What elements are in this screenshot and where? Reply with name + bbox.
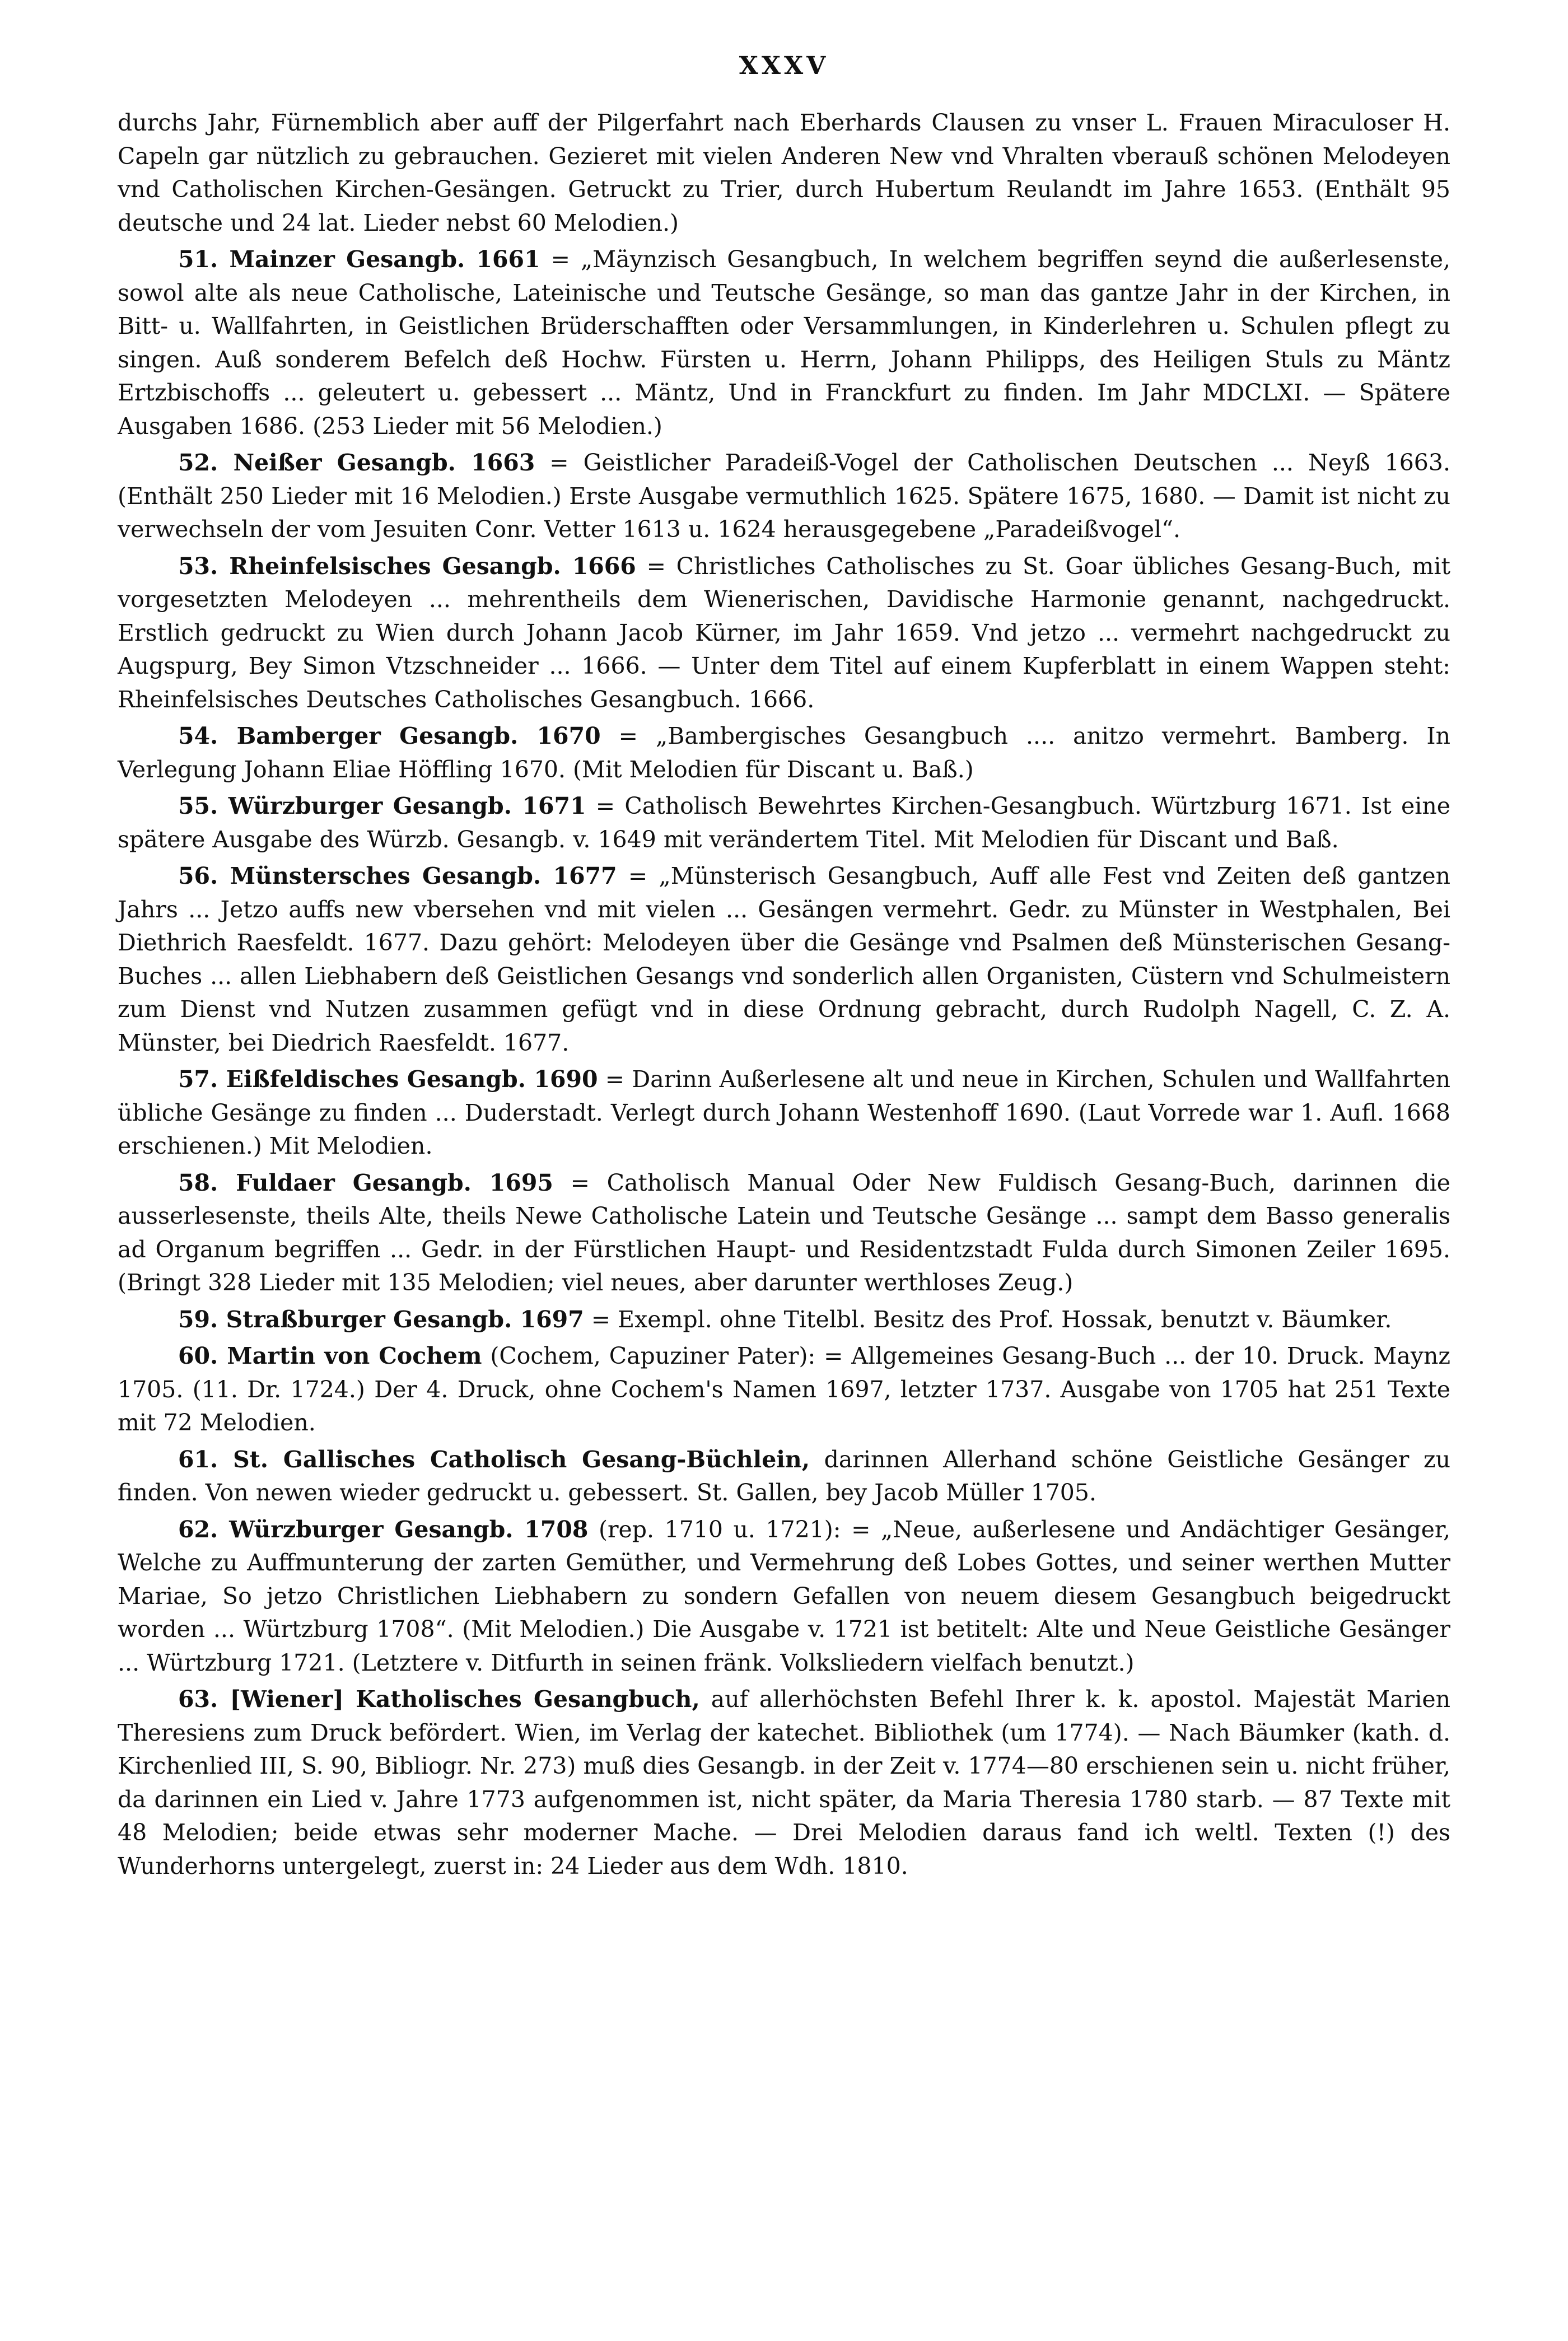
- entry-text: = „Münsterisch Gesangbuch, Auff alle Fest vnd Zeiten deß gantzen Jahrs ... Jetzo auffs new vbersehen vnd mit vielen ... Gesängen vermehrt. Gedr. zu Münster in Westphalen, Bei Diethrich Raesfeldt. 1677. Dazu gehört: Melodeyen über die Gesänge vnd Psalmen deß Münsterischen Gesang-Buches ... allen Liebhabern deß Geistlichen Gesangs vnd sonderlich allen Organisten, Cüstern vnd Schulmeistern zum Dienst vnd Nutzen zusammen gefügt vnd in diese Ordnung gebracht, durch Rudolph Nagell, C. Z. A. Münster, bei Diedrich Raesfeldt. 1677.: [118, 862, 1450, 1056]
- entry-heading: 56. Münstersches Gesangb. 1677: [178, 862, 617, 889]
- entry-heading: 61. St. Gallisches Catholisch Gesang-Büchlein,: [178, 1445, 810, 1473]
- entry-57: [118, 1063, 1450, 1163]
- entry-63: [118, 1683, 1450, 1883]
- entry-text: = Exempl. ohne Titelbl. Besitz des Prof. Hossak, benutzt v. Bäumker.: [584, 1305, 1392, 1333]
- entry-55: [118, 790, 1450, 856]
- entry-text: = Christliches Catholisches zu St. Goar übliches Gesang-Buch, mit vorgesetzten Melodeyen ... mehrentheils dem Wienerischen, Davidische Harmonie genannt, nachgedruckt. Erstlich gedruckt zu Wien durch Johann Jacob Kürner, im Jahr 1659. Vnd jetzo ... vermehrt nachgedruckt zu Augspurg, Bey Simon Vtzschneider ... 1666. — Unter dem Titel auf einem Kupferblatt in einem Wappen steht: Rheinfelsisches Deutsches Catholisches Gesangbuch. 1666.: [118, 552, 1450, 713]
- entry-56: [118, 860, 1450, 1060]
- document-page: [118, 45, 1450, 2307]
- entry-heading: 60. Martin von Cochem: [178, 1342, 482, 1369]
- entry-heading: 63. [Wiener] Katholisches Gesangbuch,: [178, 1686, 700, 1713]
- entry-58: [118, 1167, 1450, 1300]
- entry-heading: 54. Bamberger Gesangb. 1670: [178, 722, 601, 749]
- page-number: XXXV: [739, 52, 829, 80]
- entry-heading: 52. Neißer Gesangb. 1663: [178, 449, 535, 476]
- entry-heading: 58. Fuldaer Gesangb. 1695: [178, 1169, 553, 1196]
- entry-heading: 53. Rheinfelsisches Gesangb. 1666: [178, 552, 636, 580]
- entry-60: [118, 1340, 1450, 1440]
- entry-text: = Darinn Außerlesene alt und neue in Kirchen, Schulen und Wallfahrten übliche Gesänge zu finden ... Duderstadt. Verlegt durch Johann Westenhoff 1690. (Laut Vorrede war 1. Aufl. 1668 erschienen.) Mit Melodien.: [118, 1066, 1450, 1159]
- entry-text: = Catholisch Bewehrtes Kirchen-Gesangbuch. Würtzburg 1671. Ist eine spätere Ausgabe des Würzb. Gesangb. v. 1649 mit verändertem Titel. Mit Melodien für Discant und Baß.: [118, 792, 1450, 853]
- entry-heading: 55. Würzburger Gesangb. 1671: [178, 792, 586, 819]
- entry-text: = Geistlicher Paradeiß-Vogel der Catholischen Deutschen ... Neyß 1663. (Enthält 250 Lieder mit 16 Melodien.) Erste Ausgabe vermuthlich 1625. Spätere 1675, 1680. — Damit ist nicht zu verwechseln der vom Jesuiten Conr. Vetter 1613 u. 1624 herausgegebene „Paradeißvogel“.: [118, 449, 1451, 543]
- entry-heading: 51. Mainzer Gesangb. 1661: [178, 246, 540, 273]
- entry-52: [118, 446, 1450, 547]
- entry-text: = „Bambergisches Gesangbuch .... anitzo vermehrt. Bamberg. In Verlegung Johann Eliae Höffling 1670. (Mit Melodien für Discant u. Baß.): [118, 722, 1450, 783]
- entry-text: = Catholisch Manual Oder New Fuldisch Gesang-Buch, darinnen die ausserlesenste, theils Alte, theils Newe Catholische Latein und Teutsche Gesänge ... sampt dem Basso generalis ad Organum begriffen ... Gedr. in der Fürstlichen Haupt- und Residentzstadt Fulda durch Simonen Zeiler 1695. (Bringt 328 Lieder mit 135 Melodien; viel neues, aber darunter werthloses Zeug.): [118, 1169, 1451, 1296]
- entry-59: [118, 1303, 1450, 1337]
- entry-heading: 59. Straßburger Gesangb. 1697: [178, 1305, 584, 1333]
- entry-heading: 57. Eißfeldisches Gesangb. 1690: [178, 1066, 598, 1093]
- entry-text: = „Mäynzisch Gesangbuch, In welchem begriffen seynd die außerlesenste, sowol alte als neue Catholische, Lateinische und Teutsche Gesänge, so man das gantze Jahr in der Kirchen, in Bitt- u. Wallfahrten, in Geistlichen Brüderschafften oder Versammlungen, in Kinderlehren u. Schulen pflegt zu singen. Auß sonderem Befelch deß Hochw. Fürsten u. Herrn, Johann Philipps, des Heiligen Stuls zu Mäntz Ertzbischoffs ... geleutert u. gebessert ... Mäntz, Und in Franckfurt zu finden. Im Jahr MDCLXI. — Spätere Ausgaben 1686. (253 Lieder mit 56 Melodien.): [118, 246, 1451, 440]
- entry-text: (rep. 1710 u. 1721): = „Neue, außerlesene und Andächtiger Gesänger, Welche zu Auffmunterung der zarten Gemüther, und Vermehrung deß Lobes Gottes, und seiner werthen Mutter Mariae, So jetzo Christlichen Liebhabern zu sondern Gefallen von neuem diesem Gesangbuch beigedruckt worden ... Würtzburg 1708“. (Mit Melodien.) Die Ausgabe v. 1721 ist betitelt: Alte und Neue Geistliche Gesänger ... Würtzburg 1721. (Letztere v. Ditfurth in seinen fränk. Volksliedern vielfach benutzt.): [118, 1515, 1450, 1676]
- entry-62: [118, 1513, 1450, 1680]
- entry-53: [118, 550, 1450, 717]
- paragraph-continuation: [118, 106, 1450, 240]
- entry-heading: 62. Würzburger Gesangb. 1708: [178, 1515, 589, 1543]
- entry-text: durchs Jahr, Fürnemblich aber auff der Pilgerfahrt nach Eberhards Clausen zu vnser L. Frauen Miraculoser H. Capeln gar nützlich zu gebrauchen. Gezieret mit vielen Anderen New vnd Vhralten vberauß schönen Melodeyen vnd Catholischen Kirchen-Gesängen. Getruckt zu Trier, durch Hubertum Reulandt im Jahre 1653. (Enthält 95 deutsche und 24 lat. Lieder nebst 60 Melodien.): [118, 109, 1450, 236]
- entry-61: [118, 1443, 1450, 1510]
- entry-54: [118, 720, 1450, 786]
- entry-51: [118, 243, 1450, 443]
- entry-text: auf allerhöchsten Befehl Ihrer k. k. apostol. Majestät Marien Theresiens zum Druck befördert. Wien, im Verlag der katechet. Bibliothek (um 1774). — Nach Bäumker (kath. d. Kirchenlied III, S. 90, Bibliogr. Nr. 273) muß dies Gesangb. in der Zeit v. 1774—80 erschienen sein u. nicht früher, da darinnen ein Lied v. Jahre 1773 aufgenommen ist, nicht später, da Maria Theresia 1780 starb. — 87 Texte mit 48 Melodien; beide etwas sehr moderner Mache. — Drei Melodien daraus fand ich weltl. Texten (!) des Wunderhorns untergelegt, zuerst in: 24 Lieder aus dem Wdh. 1810.: [118, 1686, 1450, 1880]
- entry-text: darinnen Allerhand schöne Geistliche Gesänger zu finden. Von newen wieder gedruckt u. gebessert. St. Gallen, bey Jacob Müller 1705.: [118, 1445, 1451, 1506]
- entry-text: (Cochem, Capuziner Pater): = Allgemeines Gesang-Buch ... der 10. Druck. Maynz 1705. (11. Dr. 1724.) Der 4. Druck, ohne Cochem's Namen 1697, letzter 1737. Ausgabe von 1705 hat 251 Texte mit 72 Melodien.: [118, 1342, 1450, 1436]
